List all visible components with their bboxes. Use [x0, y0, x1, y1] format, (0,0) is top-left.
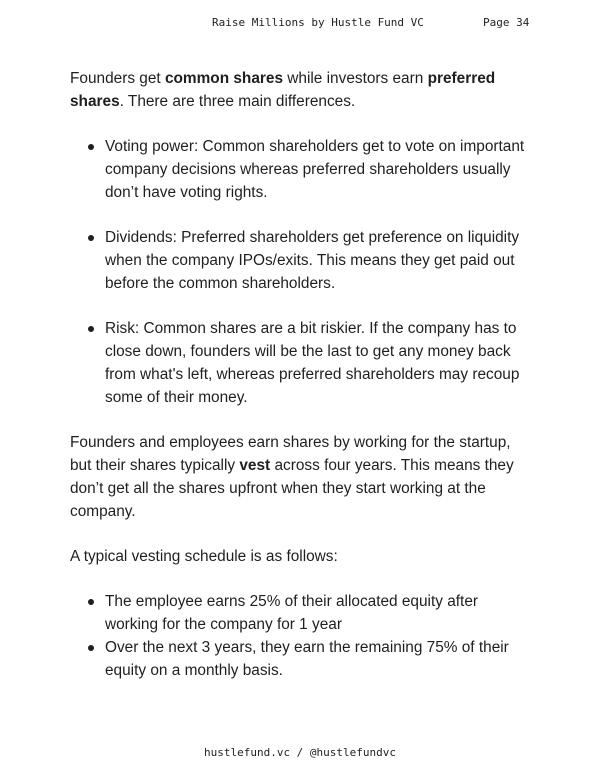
intro-paragraph: [70, 67, 532, 113]
page-header: [0, 16, 600, 36]
common-shares-term: common shares: [164, 70, 284, 87]
page-content: [70, 67, 532, 682]
bullet-icon: [88, 599, 94, 605]
difference-voting: Voting power: Common shareholders get to vote on important company decisions whereas preferred shareholders usually don’t have voting rights.: [105, 138, 525, 201]
list-item: [70, 226, 532, 295]
schedule-first-year: The employee earns 25% of their allocated equity after working for the company for 1 year: [105, 593, 479, 633]
bullet-icon: [88, 326, 94, 332]
vesting-text-1: Founders and employees earn shares by working for the startup, but their shares typically: [70, 434, 511, 474]
intro-text-2: while investors earn: [283, 70, 428, 87]
schedule-remaining-years: Over the next 3 years, they earn the remaining 75% of their equity on a monthly basis.: [105, 639, 509, 679]
bullet-icon: [88, 645, 94, 651]
list-item: [70, 317, 532, 409]
bullet-icon: [88, 144, 94, 150]
page-footer: hustlefund.vc / @hustlefundvc: [203, 746, 397, 759]
list-item: [70, 590, 532, 636]
differences-list: [70, 135, 532, 409]
page-number: Page 34: [483, 16, 530, 29]
vest-term: vest: [239, 457, 271, 474]
book-title: Raise Millions by Hustle Fund VC: [212, 16, 424, 29]
list-item: [70, 135, 532, 204]
intro-text-3: . There are three main differences.: [119, 93, 356, 110]
schedule-intro: A typical vesting schedule is as follows:: [70, 548, 338, 565]
schedule-list: [70, 590, 532, 682]
intro-text-1: Founders get: [70, 70, 165, 87]
preferred-shares-term: preferred shares: [70, 70, 496, 110]
list-item: [70, 636, 532, 682]
vesting-text-2: across four years. This means they don’t get all the shares upfront when they start working at the company.: [70, 457, 514, 520]
vesting-paragraph: [70, 431, 532, 523]
difference-risk: Risk: Common shares are a bit riskier. If the company has to close down, founders will be the last to get any money back from what's left, whereas preferred shareholders may recoup some of their money.: [105, 320, 520, 406]
bullet-icon: [88, 235, 94, 241]
difference-dividends: Dividends: Preferred shareholders get preference on liquidity when the company IPOs/exits. This means they get paid out before the common shareholders.: [105, 229, 520, 292]
